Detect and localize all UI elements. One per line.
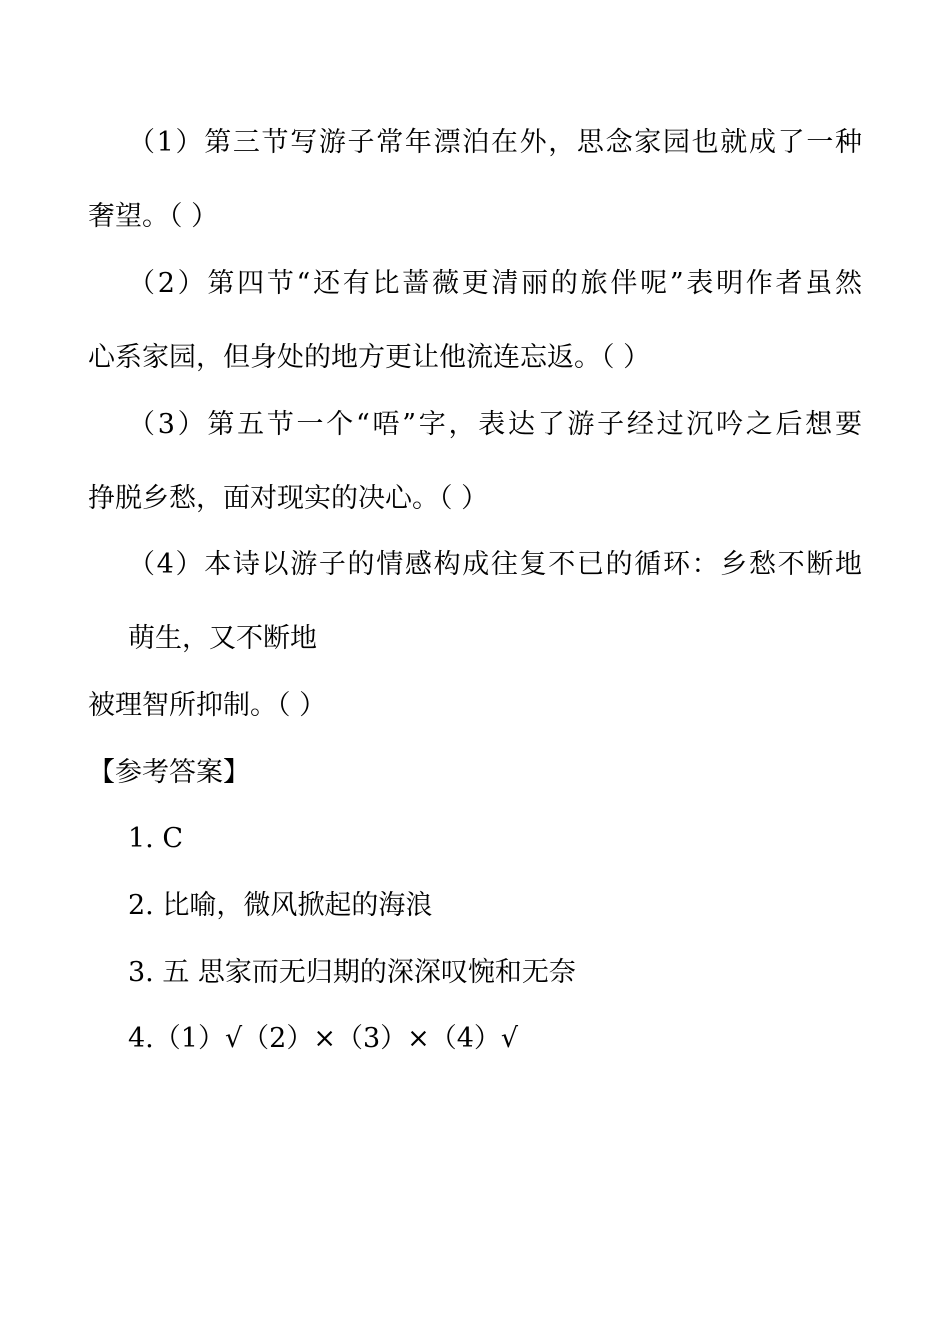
question-4-line-2: 萌生，又不断地	[128, 623, 317, 654]
question-1-line-2: 奢望。（ ）	[88, 201, 219, 232]
answers-heading: 【参考答案】	[88, 757, 250, 788]
answer-3: 3. 五 思家而无归期的深深叹惋和无奈	[128, 957, 576, 988]
answer-1: 1. C	[128, 823, 184, 854]
question-3-line-2: 挣脱乡愁，面对现实的决心。（ ）	[88, 483, 489, 514]
question-1-line-1: （1）第三节写游子常年漂泊在外，思念家园也就成了一种	[128, 127, 862, 158]
answer-2: 2. 比喻，微风掀起的海浪	[128, 890, 433, 921]
question-2-line-2: 心系家园，但身处的地方更让他流连忘返。（ ）	[88, 342, 651, 373]
question-4-line-3: 被理智所抑制。（ ）	[88, 690, 327, 721]
question-4-line-1: （4）本诗以游子的情感构成往复不已的循环：乡愁不断地	[128, 549, 862, 580]
question-2-line-1: （2）第四节“还有比蔷薇更清丽的旅伴呢”表明作者虽然	[128, 268, 862, 299]
question-3-line-1: （3）第五节一个“唔”字，表达了游子经过沉吟之后想要	[128, 409, 862, 440]
answer-4: 4.（1）√（2）×（3）×（4）√	[128, 1023, 519, 1054]
